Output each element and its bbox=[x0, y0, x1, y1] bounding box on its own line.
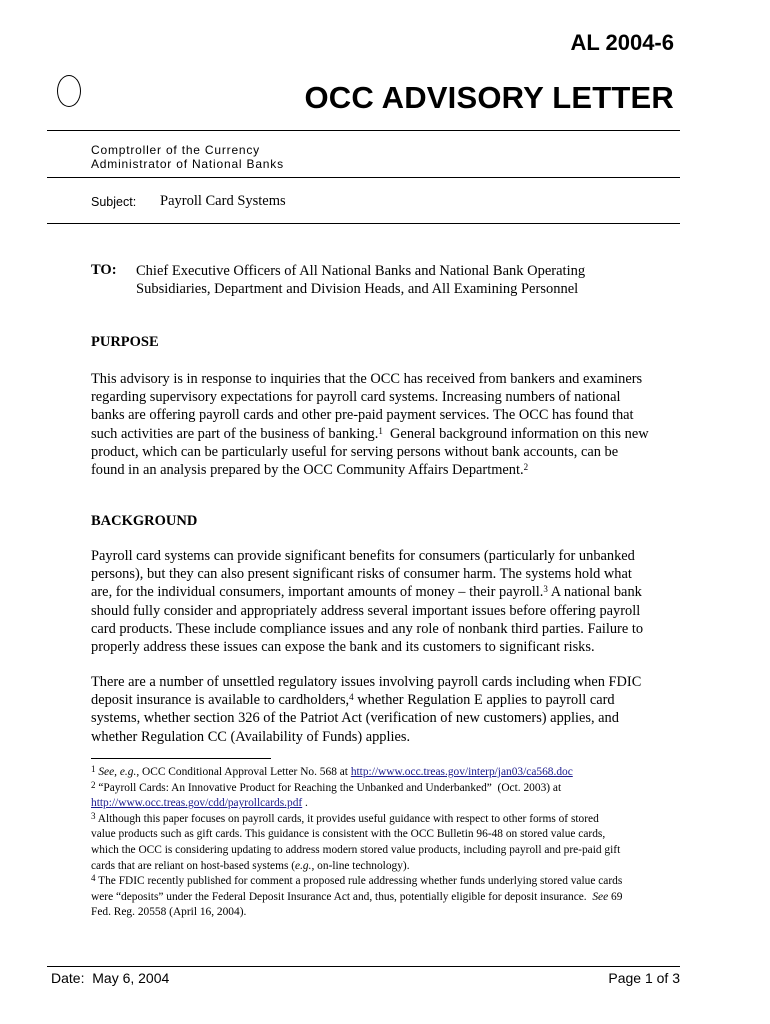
purpose-paragraph bbox=[91, 370, 691, 479]
purpose-heading: PURPOSE bbox=[91, 334, 159, 350]
footnote-1 bbox=[91, 765, 691, 781]
footnote-text: 69 bbox=[608, 890, 623, 903]
to-label: TO: bbox=[91, 262, 117, 278]
footnote-4-line bbox=[91, 890, 691, 906]
text-line: This advisory is in response to inquiries that the OCC has received from bankers and examiners bbox=[91, 371, 643, 387]
background-heading: BACKGROUND bbox=[91, 513, 198, 529]
divider bbox=[47, 177, 680, 178]
text-line: whether Regulation CC (Availability of Funds) applies. bbox=[91, 728, 411, 745]
footer-date: Date: May 6, 2004 bbox=[51, 970, 170, 986]
footnotes bbox=[91, 765, 691, 921]
issuing-agency bbox=[91, 143, 284, 171]
footnote-link[interactable]: http://www.occ.treas.gov/cdd/payrollcards.pdf bbox=[91, 797, 303, 810]
footnote-3-line: which the OCC is considering updating to address modern stored value products, including payroll and pre-paid gift bbox=[91, 843, 621, 856]
footnote-text: cards that are reliant on host-based systems ( bbox=[91, 859, 296, 872]
footnote-ref: 2 bbox=[523, 462, 529, 473]
footnote-text: on-line technology). bbox=[314, 859, 410, 872]
footnote-emphasis: e.g., bbox=[295, 859, 315, 872]
text-run: are, for the individual consumers, important amounts of money – their payroll. bbox=[91, 584, 544, 601]
footnote-signal: See, e.g. bbox=[98, 766, 137, 778]
footnote-3 bbox=[91, 812, 691, 828]
footnote-text: The FDIC recently published for comment a proposed rule addressing whether funds underlying stored value cards bbox=[95, 875, 623, 888]
circle-logo-icon bbox=[57, 75, 81, 107]
footnote-number: 4 bbox=[91, 873, 96, 884]
footnote-4-line: Fed. Reg. 20558 (April 16, 2004). bbox=[91, 906, 247, 919]
footnote-separator bbox=[91, 758, 271, 759]
subject-label: Subject: bbox=[91, 195, 137, 209]
text-line: Payroll card systems can provide significant benefits for consumers (particularly for unbanked bbox=[91, 548, 635, 564]
footnote-text: . bbox=[302, 797, 308, 810]
text-line: properly address these issues can expose the bank and its customers to significant risks. bbox=[91, 639, 595, 656]
footnote-number: 1 bbox=[91, 764, 96, 774]
text-line bbox=[91, 583, 691, 601]
recipients-line: Chief Executive Officers of All National Banks and National Bank Operating bbox=[136, 263, 586, 279]
text-run: such activities are part of the business of banking. bbox=[91, 425, 379, 442]
page-number: Page 1 of 3 bbox=[608, 970, 680, 986]
footnote-3-line: value products such as gift cards. This guidance is consistent with the OCC Bulletin 96-48 on stored value cards, bbox=[91, 828, 606, 841]
footnote-2-link-line bbox=[91, 796, 691, 812]
footnote-number: 2 bbox=[91, 779, 96, 790]
footnote-2 bbox=[91, 781, 691, 797]
footnote-text: Although this paper focuses on payroll cards, it provides useful guidance with respect to other forms of stored bbox=[95, 812, 599, 825]
recipients-line: Subsidiaries, Department and Division Heads, and All Examining Personnel bbox=[136, 281, 579, 297]
text-run: General background information on this new bbox=[382, 425, 649, 442]
text-line: banks are offering payroll cards and other pre-paid payment services. The OCC has found that bbox=[91, 407, 634, 424]
footnote-number: 3 bbox=[91, 810, 96, 821]
footnote-ref: 4 bbox=[349, 692, 354, 703]
text-line bbox=[91, 461, 691, 479]
text-line: systems, whether section 326 of the Patriot Act (verification of new customers) applies, and bbox=[91, 710, 619, 727]
footnote-text: “Payroll Cards: An Innovative Product for Reaching the Unbanked and Underbanked” (Oct. 2003) at bbox=[95, 781, 562, 794]
footnote-emphasis: See bbox=[592, 890, 609, 903]
footnote-3-line bbox=[91, 859, 691, 875]
text-line: card products. These include compliance issues and any role of nonbank third parties. Failure to bbox=[91, 620, 644, 637]
background-paragraph-1 bbox=[91, 547, 691, 656]
footnote-text: , OCC Conditional Approval Letter No. 568 at bbox=[136, 766, 351, 778]
text-line: There are a number of unsettled regulatory issues involving payroll cards including when FDIC bbox=[91, 674, 642, 690]
text-line: regarding supervisory expectations for payroll card systems. Increasing numbers of national bbox=[91, 389, 621, 406]
footnote-4 bbox=[91, 874, 691, 890]
agency-line: Administrator of National Banks bbox=[91, 157, 284, 171]
text-run: A national bank bbox=[547, 584, 642, 601]
text-run: whether Regulation E applies to payroll card bbox=[353, 692, 615, 709]
text-line bbox=[91, 425, 691, 443]
recipients bbox=[136, 262, 656, 298]
text-line bbox=[91, 691, 691, 709]
text-run: deposit insurance is available to cardholders, bbox=[91, 692, 350, 709]
divider bbox=[47, 223, 680, 224]
footnote-ref: 3 bbox=[543, 584, 548, 595]
text-line: should fully consider and appropriately address several important issues before offering payroll bbox=[91, 602, 641, 619]
document-title: OCC ADVISORY LETTER bbox=[304, 80, 674, 115]
subject-value: Payroll Card Systems bbox=[160, 193, 286, 209]
advisory-letter-number: AL 2004-6 bbox=[570, 30, 674, 55]
text-run: found in an analysis prepared by the OCC Community Affairs Department. bbox=[91, 462, 524, 479]
footer-divider bbox=[47, 966, 680, 967]
footnote-link[interactable]: http://www.occ.treas.gov/interp/jan03/ca568.doc bbox=[350, 766, 573, 778]
footnote-text: were “deposits” under the Federal Deposit Insurance Act and, thus, potentially eligible for deposit insurance. bbox=[91, 890, 593, 903]
text-line: product, which can be particularly useful for serving persons without bank accounts, can be bbox=[91, 443, 619, 460]
footnote-ref: 1 bbox=[378, 425, 383, 436]
agency-line: Comptroller of the Currency bbox=[91, 143, 260, 157]
text-line: persons), but they can also present significant risks of consumer harm. The systems hold what bbox=[91, 566, 632, 583]
background-paragraph-2 bbox=[91, 673, 691, 746]
divider bbox=[47, 130, 680, 131]
